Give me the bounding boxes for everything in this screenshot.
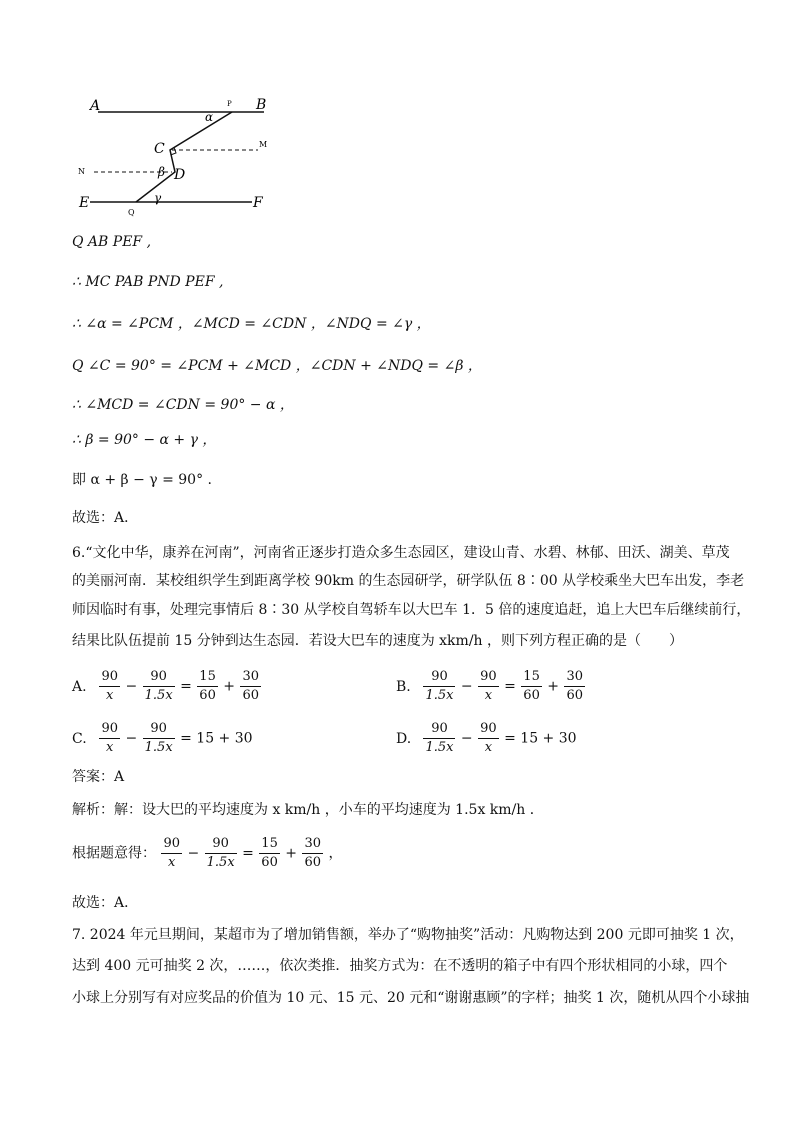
solution-line-3: ∴ ∠α = ∠PCM ，∠MCD = ∠CDN ，∠NDQ = ∠γ ， — [72, 316, 431, 332]
label-m: M — [259, 140, 268, 149]
fraction: $\frac{90}{1.5x}$ — [144, 669, 173, 703]
q7-line-1: 7. 2024 年元旦期间，某超市为了增加销售额，举办了“购物抽奖”活动：凡购物达到 200 元即可抽奖 1 次， — [72, 927, 744, 943]
minus-sign: − — [125, 730, 138, 747]
label-n: N — [78, 167, 85, 176]
fraction: $\frac{30}{60}$ — [566, 669, 584, 703]
option-c-label: C. — [72, 730, 87, 747]
q7-line-2: 达到 400 元可抽奖 2 次，……，依次类推．抽奖方式为：在不透明的箱子中有四个形状相同的小球，四个 — [72, 958, 728, 974]
q6-final: 故选：A． — [72, 895, 139, 911]
equals-sign: = — [242, 845, 254, 862]
option-a — [72, 668, 262, 705]
fraction: $\frac{90}{1.5x}$ — [425, 721, 454, 755]
fraction: $\frac{90}{x}$ — [101, 721, 118, 755]
solution-line-6: ∴ β = 90° − α + γ ， — [72, 432, 217, 448]
solution-line-4: Q ∠C = 90° = ∠PCM + ∠MCD ，∠CDN + ∠NDQ = ∠β ， — [72, 358, 482, 374]
plus-sign: + — [547, 678, 560, 695]
option-b — [396, 668, 586, 705]
q6-stem-line-2: 的美丽河南．某校组织学生到距离学校 90km 的生态园研学，研学队伍 8∶00 从学校乘坐大巴车出发，李老 — [72, 573, 745, 589]
option-c — [72, 720, 253, 757]
q6-answer: 答案：A — [72, 769, 125, 785]
plus-sign: + — [285, 845, 298, 862]
option-b-label: B. — [396, 678, 411, 695]
geometry-figure — [72, 90, 282, 220]
minus-sign: − — [125, 678, 138, 695]
option-c-rhs: = 15 + 30 — [180, 730, 253, 747]
equation-tail: ， — [328, 845, 343, 862]
label-alpha: α — [205, 110, 214, 124]
q6-stem-line-3: 师因临时有事，处理完事情后 8∶30 从学校自驾轿车以大巴车 1．5 倍的速度追赶，追上大巴车后继续前行， — [72, 602, 751, 618]
fraction: $\frac{15}{60}$ — [523, 669, 540, 703]
fraction: $\frac{15}{60}$ — [199, 669, 216, 703]
plus-sign: + — [223, 678, 236, 695]
fraction: $\frac{30}{60}$ — [304, 836, 322, 870]
q6-stem-line-4: 结果比队伍提前 15 分钟到达生态园．若设大巴车的速度为 xkm/h ，则下列方程正确的是（ ） — [72, 633, 684, 649]
label-gamma: γ — [154, 191, 162, 205]
equation-prefix: 根据题意得： — [72, 845, 156, 862]
label-beta: β — [158, 165, 165, 179]
label-c: C — [154, 141, 165, 157]
fraction: $\frac{90}{x}$ — [480, 721, 497, 755]
fraction: $\frac{90}{1.5x}$ — [144, 721, 173, 755]
solution-line-7: 即 α + β − γ = 90° . — [72, 472, 212, 488]
minus-sign: − — [187, 845, 200, 862]
minus-sign: − — [460, 730, 473, 747]
option-d — [396, 720, 577, 757]
q5-answer: 故选：A． — [72, 510, 139, 526]
fraction: $\frac{90}{x}$ — [101, 669, 118, 703]
solution-line-2: ∴ MC PAB PND PEF , — [72, 274, 224, 290]
fraction: $\frac{30}{60}$ — [242, 669, 260, 703]
option-a-label: A. — [72, 678, 87, 695]
option-d-rhs: = 15 + 30 — [504, 730, 577, 747]
equals-sign: = — [180, 678, 192, 695]
solution-line-1: Q AB PEF , — [72, 234, 152, 250]
fraction: $\frac{90}{1.5x}$ — [206, 836, 235, 870]
q6-stem-line-1: 6.“文化中华，康养在河南”，河南省正逐步打造众多生态园区，建设山青、水碧、林郁、田沃、湖美、草茂 — [72, 545, 730, 561]
option-d-label: D. — [396, 730, 412, 747]
label-d: D — [174, 167, 186, 183]
fraction: $\frac{15}{60}$ — [261, 836, 278, 870]
q7-line-3: 小球上分别写有对应奖品的价值为 10 元、15 元、20 元和“谢谢惠顾”的字样；抽奖 1 次，随机从四个小球抽 — [72, 990, 750, 1006]
equals-sign: = — [504, 678, 516, 695]
fraction: $\frac{90}{1.5x}$ — [425, 669, 454, 703]
solution-line-5: ∴ ∠MCD = ∠CDN = 90° − α ， — [72, 397, 294, 413]
label-p: P — [227, 100, 232, 108]
fraction: $\frac{90}{x}$ — [163, 836, 180, 870]
label-a: A — [90, 98, 101, 114]
label-b: B — [256, 97, 267, 113]
label-e: E — [79, 195, 90, 211]
label-f: F — [253, 195, 263, 211]
q6-equation — [72, 835, 342, 872]
label-q: Q — [128, 208, 135, 217]
broken-line-pcdq — [136, 112, 232, 202]
q6-analysis: 解析：解：设大巴的平均速度为 x km/h ，小车的平均速度为 1.5x km/h ． — [72, 802, 544, 818]
fraction: $\frac{90}{x}$ — [480, 669, 497, 703]
minus-sign: − — [460, 678, 473, 695]
